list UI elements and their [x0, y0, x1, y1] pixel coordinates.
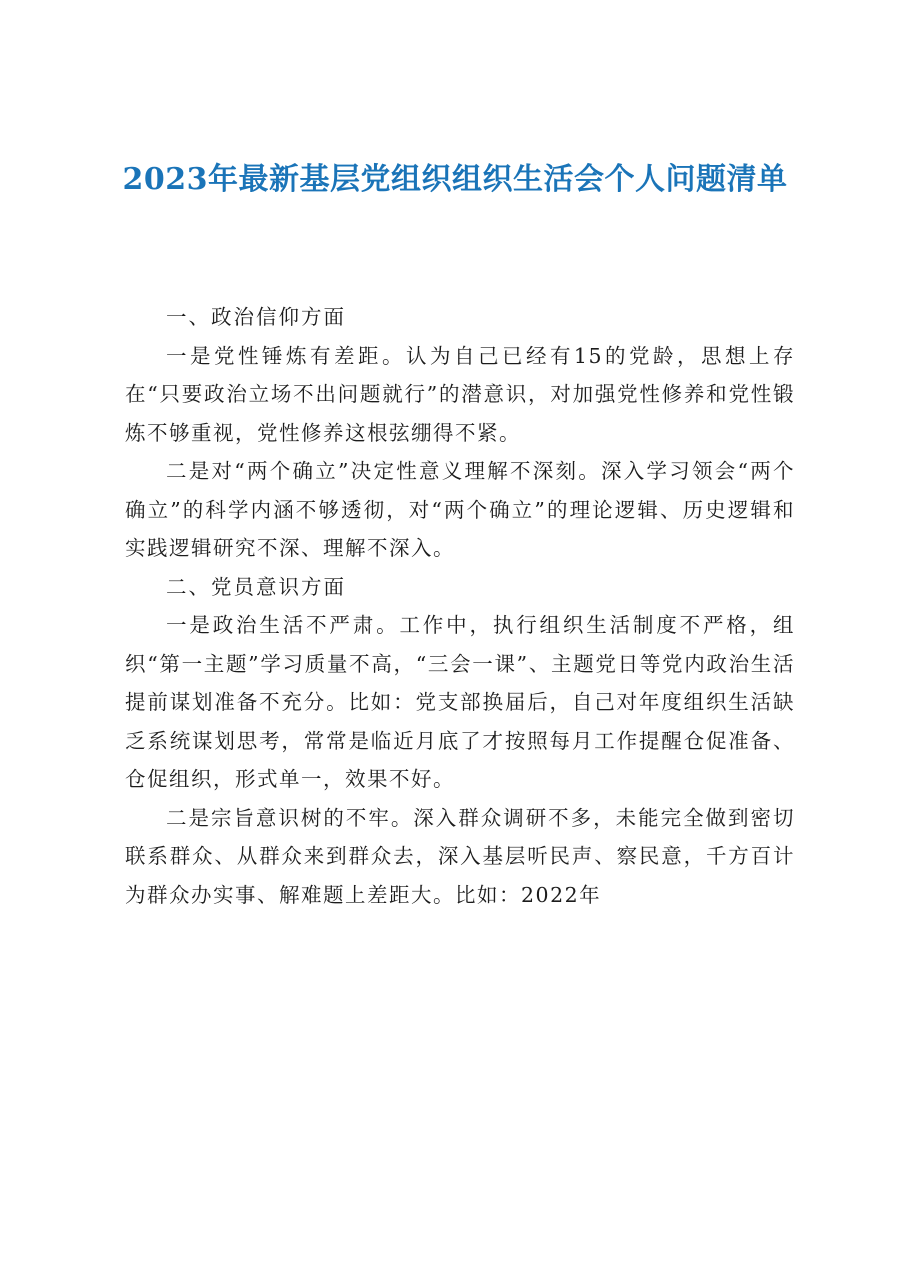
paragraph-party-spirit: 一是党性锤炼有差距。认为自己已经有15的党龄，思想上存在“只要政治立场不出问题就行”的潜意识，对加强党性修养和党性锻炼不够重视，党性修养这根弦绷得不紧。 [125, 343, 795, 445]
section-heading-party-awareness: 二、党员意识方面 [166, 574, 346, 599]
document-body [125, 298, 795, 914]
paragraph-political-life: 一是政治生活不严肃。工作中，执行组织生活制度不严格，组织“第一主题”学习质量不高，“三会一课”、主题党日等党内政治生活提前谋划准备不充分。比如：党支部换届后，自己对年度组织生活缺乏系统谋划思考，常常是临近月底了才按照每月工作提醒仓促准备、仓促组织，形式单一，效果不好。 [125, 613, 795, 791]
section-heading-political-belief: 一、政治信仰方面 [166, 305, 346, 329]
paragraph-two-establishments: 二是对“两个确立”决定性意义理解不深刻。深入学习领会“两个确立”的科学内涵不够透彻，对“两个确立”的理论逻辑、历史逻辑和实践逻辑研究不深、理解不深入。 [125, 459, 795, 560]
paragraph-purpose-awareness: 二是宗旨意识树的不牢。深入群众调研不多，未能完全做到密切联系群众、从群众来到群众去，深入基层听民声、察民意，千方百计为群众办实事、解难题上差距大。比如：2022年 [125, 805, 795, 907]
document-title: 2023年最新基层党组织组织生活会个人问题清单 [122, 162, 788, 197]
